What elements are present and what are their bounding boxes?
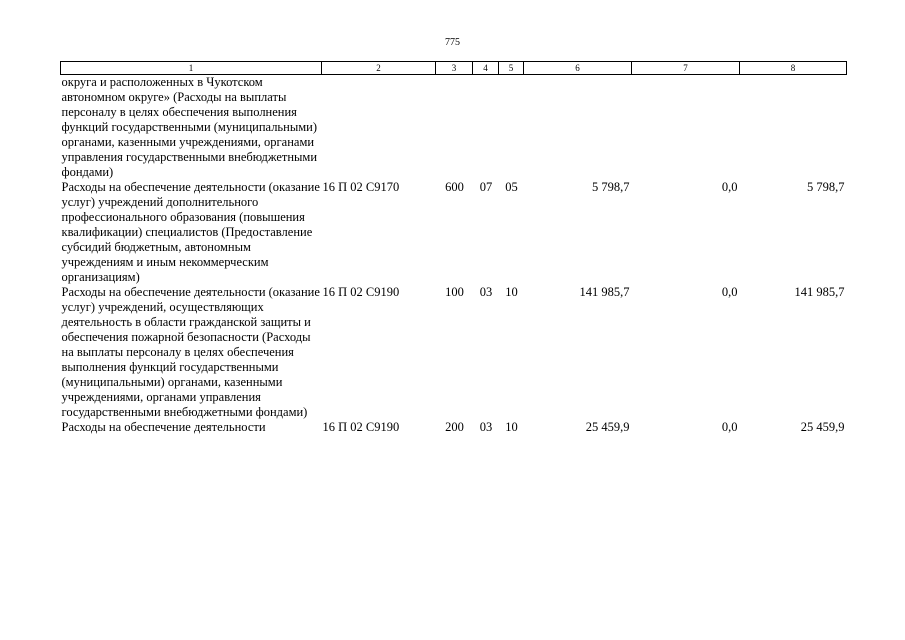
page-number: 775: [445, 37, 460, 48]
column-header-5: 5: [499, 62, 524, 75]
sum-total-cell: 25 459,9: [585, 420, 630, 434]
subsection-cell: 10: [505, 285, 518, 299]
sum-regional-cell: 5 798,7: [807, 180, 845, 194]
sum-federal-cell: 0,0: [721, 180, 738, 194]
expense-type-cell: 200: [445, 420, 464, 434]
sum-federal-cell: 0,0: [721, 285, 738, 299]
sum-total-cell: 5 798,7: [592, 180, 630, 194]
target-code-cell: 16 П 02 С9190: [322, 285, 400, 299]
expense-name-cell: Расходы на обеспечение деятельности: [61, 420, 266, 434]
expense-name-cell: округа и расположенных в Чукотском автономном округе» (Расходы на выплаты персоналу в целях обеспечения выполнения функций государственными (муниципальными) органами, казенными учреждениями, органами управления государственными внебюджетными фондами): [61, 75, 318, 179]
sum-regional-cell: [740, 75, 847, 181]
column-header-1: 1: [61, 62, 322, 75]
expense-name-cell: Расходы на обеспечение деятельности (оказание услуг) учреждений, осуществляющих деятельность в области гражданской защиты и обеспечения пожарной безопасности (Расходы на выплаты персоналу в целях обеспечения выполнения функций государственными (муниципальными) органами, казенными учреждениями, органами управления государственными внебюджетными фондами): [61, 285, 320, 419]
column-header-2: 2: [322, 62, 436, 75]
header-row: [61, 62, 847, 75]
subsection-cell: 10: [505, 420, 518, 434]
expense-type-cell: 100: [445, 285, 464, 299]
expense-name-cell: Расходы на обеспечение деятельности (оказание услуг) учреждений дополнительного профессионального образования (повышения квалификации) специалистов (Предоставление субсидий бюджетным, автономным учреждениям и иным некоммерческим организациям): [61, 180, 320, 284]
budget-table: [60, 61, 847, 435]
sum-federal-cell: [632, 75, 740, 181]
section-cell: 03: [479, 420, 493, 434]
section-cell: 03: [479, 285, 493, 299]
sum-federal-cell: 0,0: [721, 420, 738, 434]
target-code-cell: [322, 75, 436, 181]
subsection-cell: [499, 75, 524, 181]
section-cell: [473, 75, 499, 181]
table-row: [61, 75, 847, 181]
column-header-8: 8: [740, 62, 847, 75]
table-row: [61, 420, 847, 435]
table-body: [61, 75, 847, 436]
sum-regional-cell: 141 985,7: [794, 285, 845, 299]
table-row: [61, 180, 847, 285]
target-code-cell: 16 П 02 С9170: [322, 180, 400, 194]
target-code-cell: 16 П 02 С9190: [322, 420, 400, 434]
expense-type-cell: [436, 75, 473, 181]
section-cell: 07: [479, 180, 493, 194]
table-header: [61, 62, 847, 75]
expense-type-cell: 600: [445, 180, 464, 194]
sum-regional-cell: 25 459,9: [800, 420, 845, 434]
column-header-7: 7: [632, 62, 740, 75]
sum-total-cell: 141 985,7: [579, 285, 630, 299]
table-row: [61, 285, 847, 420]
column-header-4: 4: [473, 62, 499, 75]
subsection-cell: 05: [505, 180, 518, 194]
sum-total-cell: [524, 75, 632, 181]
column-header-3: 3: [436, 62, 473, 75]
column-header-6: 6: [524, 62, 632, 75]
